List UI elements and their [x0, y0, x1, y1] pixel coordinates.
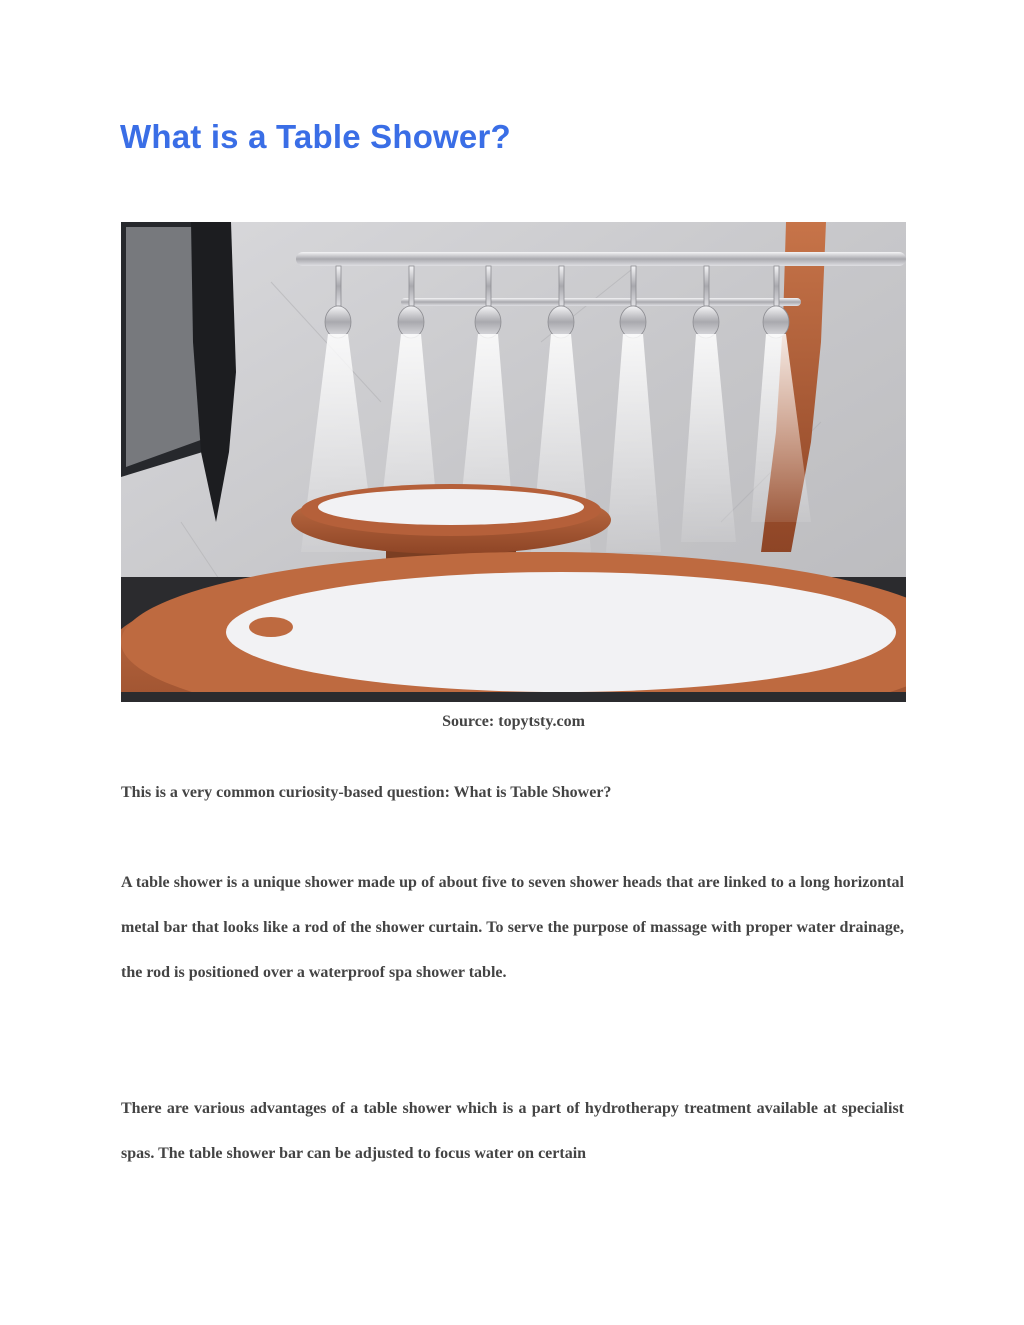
image-caption: Source: topytsty.com — [442, 713, 585, 730]
table-shower-photo — [121, 222, 906, 702]
secondary-bar — [401, 298, 801, 306]
page-title: What is a Table Shower? — [120, 118, 511, 155]
shower-bar — [296, 252, 906, 266]
intro-paragraph: This is a very common curiosity-based question: What is Table Shower? — [121, 784, 612, 801]
advantages-paragraph: There are various advantages of a table shower which is a part of hydrotherapy treatment available at specialist spas. The table shower bar can be adjusted to focus water on certain — [121, 1100, 904, 1162]
definition-paragraph: A table shower is a unique shower made up of about five to seven shower heads that are linked to a long horizontal metal bar that looks like a rod of the shower curtain. To serve the purpose of massage with proper water drainage, the rod is positioned over a waterproof spa shower table. — [121, 874, 904, 981]
